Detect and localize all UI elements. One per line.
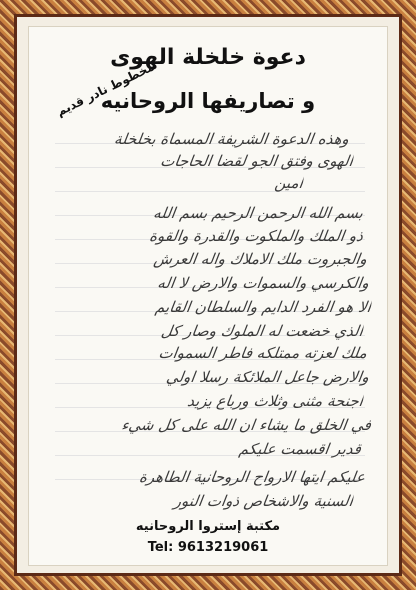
- manuscript-line: الا هو الفرد الدايم والسلطان القايم: [154, 298, 373, 316]
- library-name: مكتبة إستروا الروحانيه: [135, 519, 281, 534]
- document-page: [28, 26, 388, 566]
- manuscript-line: قدير اقسمت عليكم: [237, 440, 363, 458]
- manuscript-line: والكرسي والسموات والارض لا اله: [156, 274, 371, 292]
- title-line-2: و تصاريفها الروحانيه: [100, 89, 316, 113]
- manuscript-line: السنية والاشخاص ذوات النور: [172, 492, 355, 510]
- manuscript-line: امين: [273, 174, 305, 192]
- manuscript-line: اجنحة مثنى وثلاث ورباع يزيد: [186, 392, 365, 410]
- title-line-1: دعوة خلخلة الهوى: [110, 45, 306, 70]
- manuscript-line: وهذه الدعوة الشريفة المسماة بخلخلة: [113, 130, 351, 148]
- rare-manuscript-note: مخطوط نادر قديم: [54, 59, 157, 119]
- manuscript-line: بسم الله الرحمن الرحيم بسم الله: [152, 204, 365, 222]
- manuscript-line: ملك لعزته ممتلكه فاطر السموات: [157, 344, 369, 362]
- manuscript-line: الهوى وفتق الجو لقضا الحاجات: [159, 152, 355, 170]
- manuscript-line: في الخلق ما يشاء ان الله على كل شيء: [120, 416, 373, 434]
- manuscript-line: ذو الملك والملكوت والقدرة والقوة: [148, 227, 365, 245]
- manuscript-line: والجبروت ملك الاملاك واله العرش: [152, 250, 369, 268]
- phone-number: Tel: 9613219061: [147, 540, 269, 555]
- manuscript-line: الذي خضعت له الملوك وصار كل: [159, 322, 365, 340]
- handwritten-manuscript: [47, 123, 373, 523]
- manuscript-line: عليكم ايتها الارواح الروحانية الطاهرة: [138, 468, 367, 486]
- manuscript-line: والارض جاعل الملائكة رسلا اولي: [165, 368, 371, 386]
